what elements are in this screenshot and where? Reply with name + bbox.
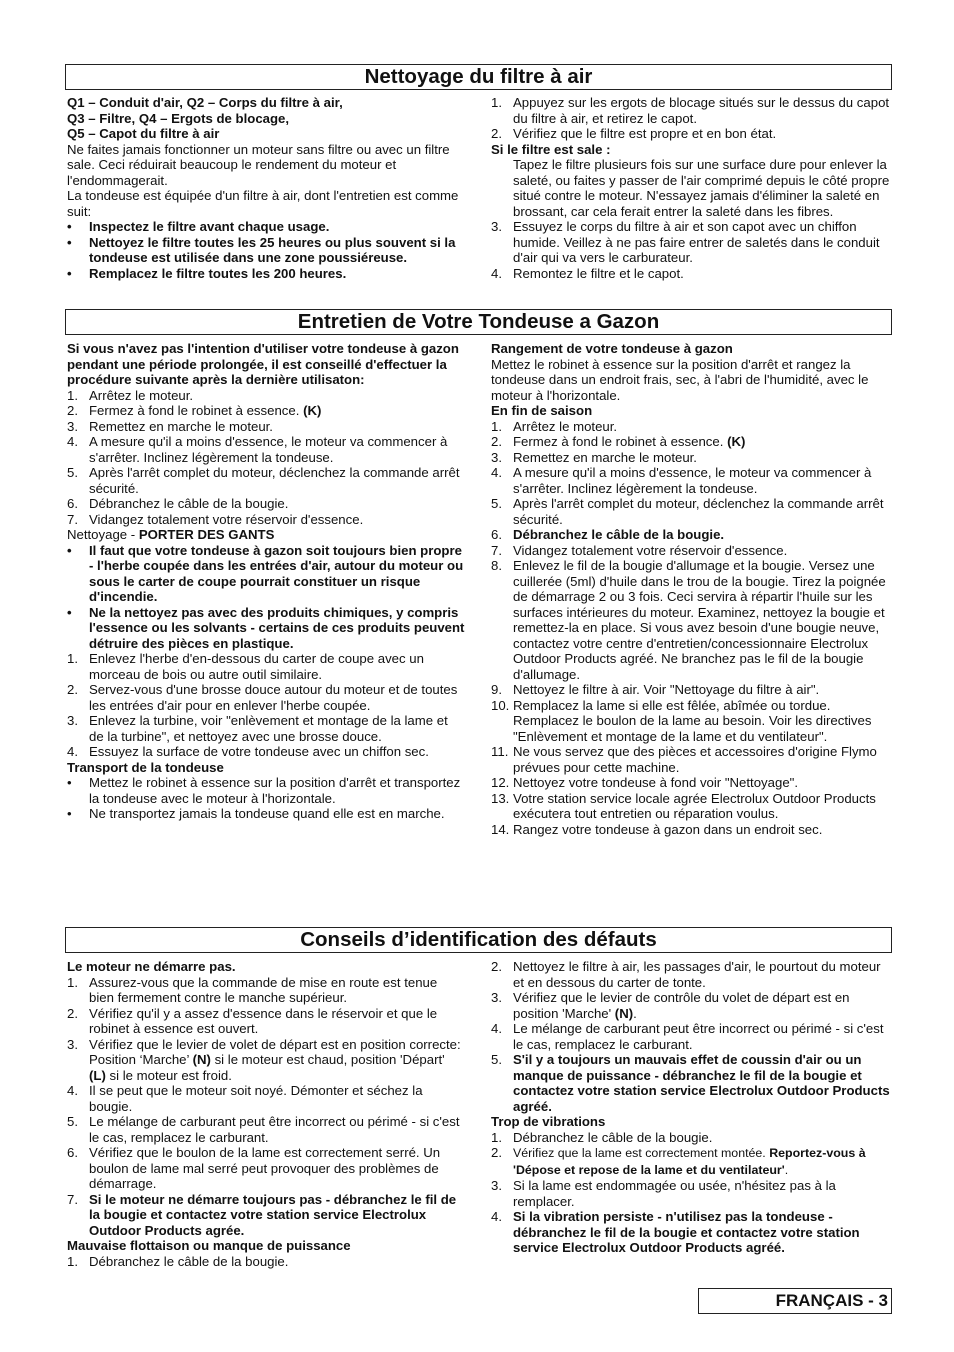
list-item: 1. Appuyez sur les ergots de blocage situés sur le dessus du capot du filtre à air, et retirez le capot. — [491, 95, 890, 126]
section-title-faults: Conseils d’identification des défauts — [65, 927, 892, 953]
vib-heading: Trop de vibrations — [491, 1114, 606, 1129]
list-item: 7. Vidangez totalement votre réservoir d'essence. — [491, 542, 788, 558]
list-item: • Remplacez le filtre toutes les 200 heures. — [67, 265, 347, 281]
season-steps-list — [491, 419, 892, 838]
list-item: 8. Enlevez le fil de la bougie d'allumage et la bougie. Versez une cuillerée (5ml) d'huile dans le trou de la bougie. Tirez la poignée de démarrage 2 ou 3 fois. Ceci servira à répartir l'huile sur les surfaces intérieures du moteur. Examinez, nettoyez la bougie et remettez-la en place. Si vous avez besoin d'une bougie neuve, contactez votre centre d'entretien/concessionnaire Electrolux Outdoor Products agréé. Ne branchez pas le fil de la bougie d'allumage. — [491, 558, 886, 682]
float-steps-list-cont — [491, 959, 892, 1114]
list-item: 1. Débranchez le câble de la bougie. — [491, 1129, 713, 1145]
list-item: 4. Le mélange de carburant peut être incorrect ou périmé - si c'est le cas, remplacez le carburant. — [491, 1021, 884, 1052]
list-item: • Il faut que votre tondeuse à gazon soit toujours bien propre - l'herbe coupée dans les entrées d'air, autour du moteur ou sous le carter de coupe pourrait constituer un risque d'incendie. — [67, 542, 464, 604]
list-item: 7. Si le moteur ne démarre toujours pas - débranchez le fil de la bougie et contactez votre station service Electrolux Outdoor Products agrée. — [67, 1191, 457, 1238]
list-item: 6. Débranchez le câble de la bougie. — [491, 527, 725, 542]
list-item: 2. Servez-vous d'une brosse douce autour du moteur et de toutes les entrées d'air pour en enlever l'herbe coupée. — [67, 682, 458, 713]
filter-legend-3: Q5 – Capot du filtre à air — [67, 126, 220, 141]
filter-para-2: La tondeuse est équipée d'un filtre à air, dont l'entretien est comme suit: — [67, 188, 459, 219]
filter-para-1: Ne faites jamais fonctionner un moteur sans filtre ou avec un filtre sale. Ceci réduirait beaucoup le rendement du moteur et l'endommagerait. — [67, 141, 450, 188]
maintenance-left-column — [67, 341, 465, 822]
maintenance-steps-list — [67, 388, 465, 528]
list-item: 3. Si la lame est endommagée ou usée, n'hésitez pas à la remplacer. — [491, 1178, 836, 1209]
start-heading: Le moteur ne démarre pas. — [67, 959, 236, 974]
transport-heading: Transport de la tondeuse — [67, 759, 224, 775]
list-item: 3. Remettez en marche le moteur. — [491, 449, 697, 465]
list-item: 5. Après l'arrêt complet du moteur, déclenchez la commande arrêt sécurité. — [67, 465, 460, 496]
maintenance-intro: Si vous n'avez pas l'intention d'utiliser votre tondeuse à gazon pendant une période prolongée, il est conseillé d'effectuer la procédure suivante après la dernière utilisaton: — [67, 341, 459, 387]
list-item: 2. Fermez à fond le robinet à essence. (K) — [67, 403, 322, 418]
vibration-steps-list — [491, 1130, 892, 1256]
page-footer-label: FRANÇAIS - 3 — [698, 1288, 892, 1314]
filter-legend-1: Q1 – Conduit d'air, Q2 – Corps du filtre à air, — [67, 95, 343, 110]
list-item: 4. A mesure qu'il a moins d'essence, le moteur va commencer à s'arrêter. Inclinez légèrement la tondeuse. — [491, 465, 872, 496]
list-item: 1. Arrêtez le moteur. — [491, 418, 618, 434]
list-item: 5. Le mélange de carburant peut être incorrect ou périmé - si c'est le cas, remplacez le carburant. — [67, 1114, 460, 1145]
list-item: 3. Essuyez le corps du filtre à air et son capot avec un chiffon humide. Veillez à ne pas faire entrer de saletés dans le conduit d'air qui va vers le carburateur. — [491, 219, 880, 265]
list-item: 5. S'il y a toujours un mauvais effet de coussin d'air ou un manque de puissance - débranchez le fil de la bougie et contactez votre station service Electrolux Outdoor Products agréé. — [491, 1052, 890, 1114]
faults-left-column — [67, 959, 465, 1269]
list-item: • Ne la nettoyez pas avec des produits chimiques, y compris l'essence ou les solvants - certains de ces produits peuvent détruire des pièces en plastique. — [67, 604, 465, 651]
list-item: 10. Remplacez la lame si elle est fêlée, abîmée ou tordue. Remplacez le boulon de la lame au besoin. Voir les directives "Enlèvement et montage de la lame et du ventilateur". — [491, 697, 872, 744]
section-title-filter: Nettoyage du filtre à air — [65, 64, 892, 90]
list-item: 12. Nettoyez votre tondeuse à fond voir "Nettoyage". — [491, 775, 798, 790]
storage-heading: Rangement de votre tondeuse à gazon — [491, 341, 733, 356]
list-item: 3. Vérifiez que le levier de volet de départ est en position correcte: Position ‘Marche’ (N) si le moteur est chaud, position 'Départ' (L) si le moteur est froid. — [67, 1036, 461, 1083]
filter-dirty-heading: Si le filtre est sale : — [491, 141, 611, 157]
list-item: 5. Après l'arrêt complet du moteur, déclenchez la commande arrêt sécurité. — [491, 496, 884, 527]
float-steps-list — [67, 1254, 465, 1270]
filter-dirty-text: Tapez le filtre plusieurs fois sur une surface dure pour enlever la saleté, ou faites y passer de l'air comprimé depuis le côté propre situé contre le moteur. N'essayez jamais d'éliminer la saleté en brossant, car cela ferait entrer la saleté dans les fibres. — [513, 157, 890, 219]
list-item: • Inspectez le filtre avant chaque usage. — [67, 219, 330, 234]
list-item: 3. Enlevez la turbine, voir "enlèvement et montage de la lame et de la turbine", et nettoyez avec une brosse douce. — [67, 713, 448, 744]
list-item: 3. Vérifiez que le levier de contrôle du volet de départ est en position 'Marche' (N). — [491, 990, 850, 1021]
start-steps-list — [67, 975, 465, 1239]
list-item: 1. Débranchez le câble de la bougie. — [67, 1253, 289, 1269]
list-item: 2. Vérifiez que la lame est correctement montée. Reportez-vous à 'Dépose et repose de la lame et du ventilateur'. — [491, 1145, 866, 1177]
clean-steps-list — [67, 651, 465, 760]
filter-right-column — [491, 95, 892, 281]
list-item: 4. Essuyez la surface de votre tondeuse avec un chiffon sec. — [67, 744, 429, 759]
list-item: 1. Enlevez l'herbe d'en-dessous du carter de coupe avec un morceau de bois ou autre outil similaire. — [67, 651, 424, 682]
list-item: 3. Remettez en marche le moteur. — [67, 418, 273, 434]
faults-right-column — [491, 959, 892, 1256]
list-item: 4. Si la vibration persiste - n'utilisez pas la tondeuse - débranchez le fil de la bougie et contactez votre station service Electrolux Outdoor Products agréé. — [491, 1209, 860, 1255]
list-item: • Mettez le robinet à essence sur la position d'arrêt et transportez la tondeuse avec le moteur à l'horizontale. — [67, 775, 461, 806]
filter-legend-2: Q3 – Filtre, Q4 – Ergots de blocage, — [67, 110, 290, 126]
list-item: 11. Ne vous servez que des pièces et accessoires d'origine Flymo prévues pour cette machine. — [491, 744, 877, 775]
list-item: 6. Débranchez le câble de la bougie. — [67, 496, 289, 511]
list-item: 2. Vérifiez que le filtre est propre et en bon état. — [491, 126, 777, 141]
list-item: • Ne transportez jamais la tondeuse quand elle est en marche. — [67, 806, 445, 821]
list-item: 2. Vérifiez qu'il y a assez d'essence dans le réservoir et que le robinet à essence est ouvert. — [67, 1005, 438, 1036]
list-item: 14. Rangez votre tondeuse à gazon dans un endroit sec. — [491, 821, 823, 837]
list-item: 2. Fermez à fond le robinet à essence. (K) — [491, 434, 746, 449]
list-item: 4. Il se peut que le moteur soit noyé. Démonter et séchez la bougie. — [67, 1083, 423, 1114]
list-item: 1. Arrêtez le moteur. — [67, 387, 194, 403]
float-heading: Mauvaise flottaison ou manque de puissance — [67, 1238, 351, 1253]
list-item: 13. Votre station service locale agrée Electrolux Outdoor Products exécutera tout entretien ou réparation voulus. — [491, 790, 876, 821]
list-item: 2. Nettoyez le filtre à air, les passages d'air, le pourtout du moteur et en dessous du carter de tonte. — [491, 959, 881, 990]
filter-left-column — [67, 95, 465, 281]
section-title-maintenance: Entretien de Votre Tondeuse a Gazon — [65, 309, 892, 335]
clean-heading: Nettoyage - PORTER DES GANTS — [67, 527, 275, 542]
list-item: 9. Nettoyez le filtre à air. Voir "Nettoyage du filtre à air". — [491, 682, 820, 697]
season-heading: En fin de saison — [491, 403, 593, 418]
list-item: 1. Assurez-vous que la commande de mise en route est tenue bien fermement contre le manche supérieur. — [67, 974, 438, 1005]
list-item: 4. Remontez le filtre et le capot. — [491, 265, 684, 281]
maintenance-right-column — [491, 341, 892, 837]
list-item: 7. Vidangez totalement votre réservoir d'essence. — [67, 511, 364, 527]
storage-text: Mettez le robinet à essence sur la position d'arrêt et rangez la tondeuse dans un endroit frais, sec, à l'abri de l'humidité, avec le moteur à l'horizontale. — [491, 356, 869, 403]
list-item: 6. Vérifiez que le boulon de la lame est correctement serré. Un boulon de lame mal serré peut provoquer des problèmes de démarrage. — [67, 1145, 441, 1191]
list-item: • Nettoyez le filtre toutes les 25 heures ou plus souvent si la tondeuse est utilisée dans une zone poussiéreuse. — [67, 234, 456, 265]
list-item: 4. A mesure qu'il a moins d'essence, le moteur va commencer à s'arrêter. Inclinez légèrement la tondeuse. — [67, 434, 448, 465]
